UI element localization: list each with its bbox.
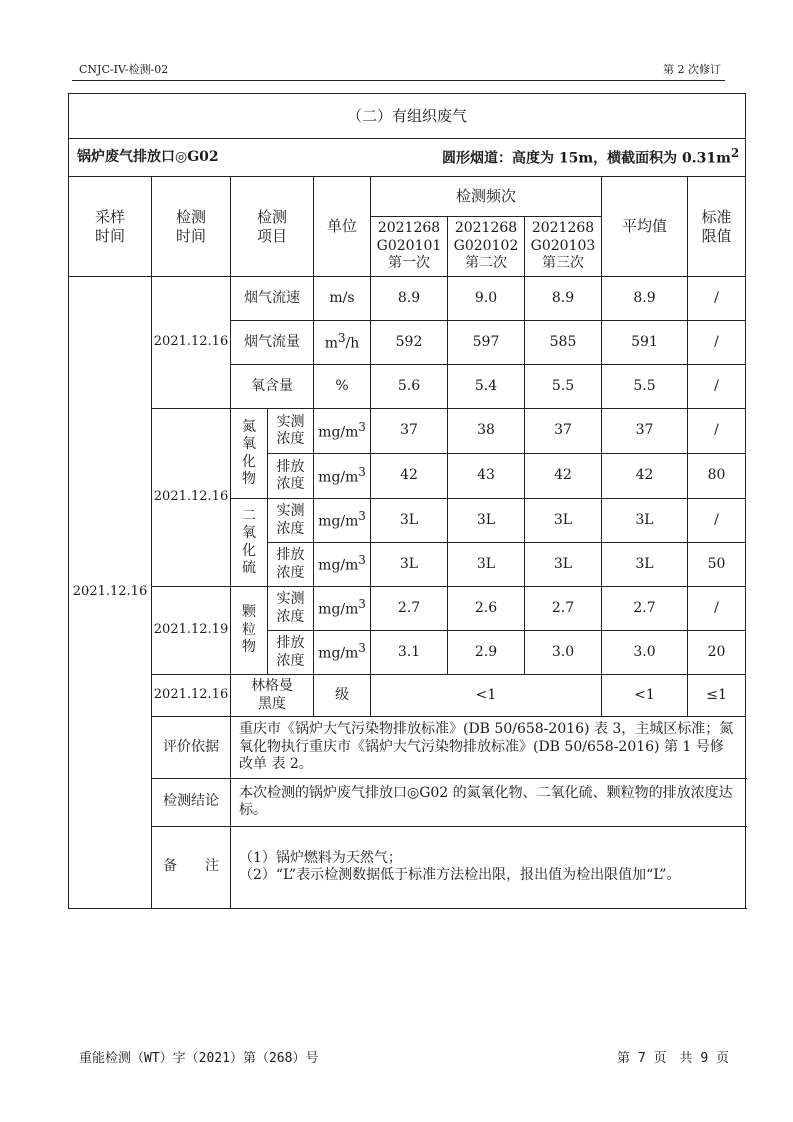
value-cell: 597 (448, 321, 525, 365)
pollutant-label: 二 氧 化 硫 (231, 499, 268, 587)
value-cell: 42 (371, 454, 448, 499)
table-row (69, 277, 746, 321)
emission-report-table (68, 93, 745, 911)
revision-label: 第 2 次修订 (663, 63, 721, 76)
flue-info: 圆形烟道：高度为 15m，横截面积为 $0.31m^2$ (314, 139, 746, 177)
average-cell: 3.0 (602, 631, 688, 675)
limit-cell: / (688, 321, 746, 365)
col-test-item: 检测 项目 (231, 177, 314, 277)
item-label: 烟气流速 (231, 277, 314, 321)
table-row (69, 409, 746, 454)
conclusion-row (69, 778, 746, 826)
unit-cell: 级 (314, 675, 371, 717)
average-cell: 5.5 (602, 365, 688, 409)
col-unit: 单位 (314, 177, 371, 277)
test-date: 2021.12.16 (152, 409, 231, 587)
test-date: 2021.12.19 (152, 587, 231, 675)
basis-text: 重庆市《锅炉大气污染物排放标准》(DB 50/658-2016) 表 3，主城区标准；氮氧化物执行重庆市《锅炉大气污染物排放标准》(DB 50/658-2016) 第 1 号修改单 表 2。 (231, 717, 746, 779)
item-label: 烟气流量 (231, 321, 314, 365)
average-cell: 8.9 (602, 277, 688, 321)
item-label: 氧含量 (231, 365, 314, 409)
value-cell: 42 (525, 454, 602, 499)
value-cell: 2.7 (525, 587, 602, 631)
basis-label: 评价依据 (152, 717, 231, 779)
outlet-name: 锅炉废气排放口◎G02 (69, 139, 314, 177)
limit-cell: 20 (688, 631, 746, 675)
col-test-time: 检测 时间 (152, 177, 231, 277)
remark-line: （2）“L”表示检测数据低于标准方法检出限，报出值为检出限值加“L”。 (239, 867, 681, 883)
sub-item-label: 实测 浓度 (268, 409, 314, 454)
remarks-text (231, 826, 746, 908)
basis-row (69, 717, 746, 779)
value-cell: 592 (371, 321, 448, 365)
sample-3-header: 2021268 G020103 第三次 (525, 217, 602, 277)
average-cell: 3L (602, 543, 688, 587)
sub-item-label: 排放 浓度 (268, 454, 314, 499)
col-sampling-time: 采样 时间 (69, 177, 152, 277)
unit-cell: $mg/m^3$ (314, 454, 371, 499)
table-row (69, 587, 746, 631)
pollutant-label: 颗 粒 物 (231, 587, 268, 675)
value-cell: 3.1 (371, 631, 448, 675)
sample-2-header: 2021268 G020102 第二次 (448, 217, 525, 277)
sub-item-label: 排放 浓度 (268, 631, 314, 675)
unit-cell: $mg/m^3$ (314, 587, 371, 631)
average-cell: 591 (602, 321, 688, 365)
value-cell: 585 (525, 321, 602, 365)
value-cell: 8.9 (371, 277, 448, 321)
limit-cell: / (688, 277, 746, 321)
value-cell: 5.5 (525, 365, 602, 409)
value-cell: 37 (371, 409, 448, 454)
page-number: 第 7 页 共 9 页 (617, 1051, 729, 1066)
col-average: 平均值 (602, 177, 688, 277)
unit-cell: $mg/m^3$ (314, 499, 371, 543)
unit-cell: m/s (314, 277, 371, 321)
average-cell: 3L (602, 499, 688, 543)
sub-item-label: 实测 浓度 (268, 587, 314, 631)
value-cell: 2.7 (371, 587, 448, 631)
col-frequency: 检测频次 (371, 177, 602, 217)
value-cell: 3L (525, 543, 602, 587)
col-limit: 标准 限值 (688, 177, 746, 277)
limit-cell: / (688, 365, 746, 409)
value-cell: 3L (448, 499, 525, 543)
sub-item-label: 实测 浓度 (268, 499, 314, 543)
value-cell: 9.0 (448, 277, 525, 321)
value-cell: <1 (371, 675, 602, 717)
value-cell: 2.6 (448, 587, 525, 631)
value-cell: 3L (371, 499, 448, 543)
sampling-date: 2021.12.16 (69, 277, 152, 909)
value-cell: 8.9 (525, 277, 602, 321)
test-date: 2021.12.16 (152, 675, 231, 717)
unit-cell: $mg/m^3$ (314, 631, 371, 675)
unit-cell: $mg/m^3$ (314, 409, 371, 454)
table-row (69, 675, 746, 717)
value-cell: 5.4 (448, 365, 525, 409)
average-cell: 2.7 (602, 587, 688, 631)
pollutant-label: 氮 氧 化 物 (231, 409, 268, 499)
test-date: 2021.12.16 (152, 277, 231, 409)
limit-cell: 80 (688, 454, 746, 499)
limit-cell: ≤1 (688, 675, 746, 717)
average-cell: <1 (602, 675, 688, 717)
value-cell: 43 (448, 454, 525, 499)
value-cell: 5.6 (371, 365, 448, 409)
value-cell: 3L (525, 499, 602, 543)
conclusion-label: 检测结论 (152, 778, 231, 826)
limit-cell: 50 (688, 543, 746, 587)
remark-line: （1）锅炉燃料为天然气； (239, 849, 402, 866)
average-cell: 37 (602, 409, 688, 454)
limit-cell: / (688, 409, 746, 454)
unit-cell: % (314, 365, 371, 409)
unit-cell: $m^3/h$ (314, 321, 371, 365)
value-cell: 37 (525, 409, 602, 454)
limit-cell: / (688, 499, 746, 543)
remarks-row (69, 826, 746, 908)
report-number: 重能检测（WT）字（2021）第（268）号 (79, 1051, 319, 1066)
conclusion-text: 本次检测的锅炉废气排放口◎G02 的氮氧化物、二氧化硫、颗粒物的排放浓度达标。 (231, 778, 746, 826)
average-cell: 42 (602, 454, 688, 499)
doc-code: CNJC-IV-检测-02 (79, 63, 169, 76)
value-cell: 38 (448, 409, 525, 454)
header-rule (72, 80, 725, 81)
value-cell: 3L (448, 543, 525, 587)
section-title: （二）有组织废气 (69, 94, 746, 139)
limit-cell: / (688, 587, 746, 631)
sample-1-header: 2021268 G020101 第一次 (371, 217, 448, 277)
unit-cell: $mg/m^3$ (314, 543, 371, 587)
remarks-label: 备 注 (152, 826, 231, 908)
value-cell: 3.0 (525, 631, 602, 675)
value-cell: 3L (371, 543, 448, 587)
item-label: 林格曼 黑度 (231, 675, 314, 717)
sub-item-label: 排放 浓度 (268, 543, 314, 587)
value-cell: 2.9 (448, 631, 525, 675)
